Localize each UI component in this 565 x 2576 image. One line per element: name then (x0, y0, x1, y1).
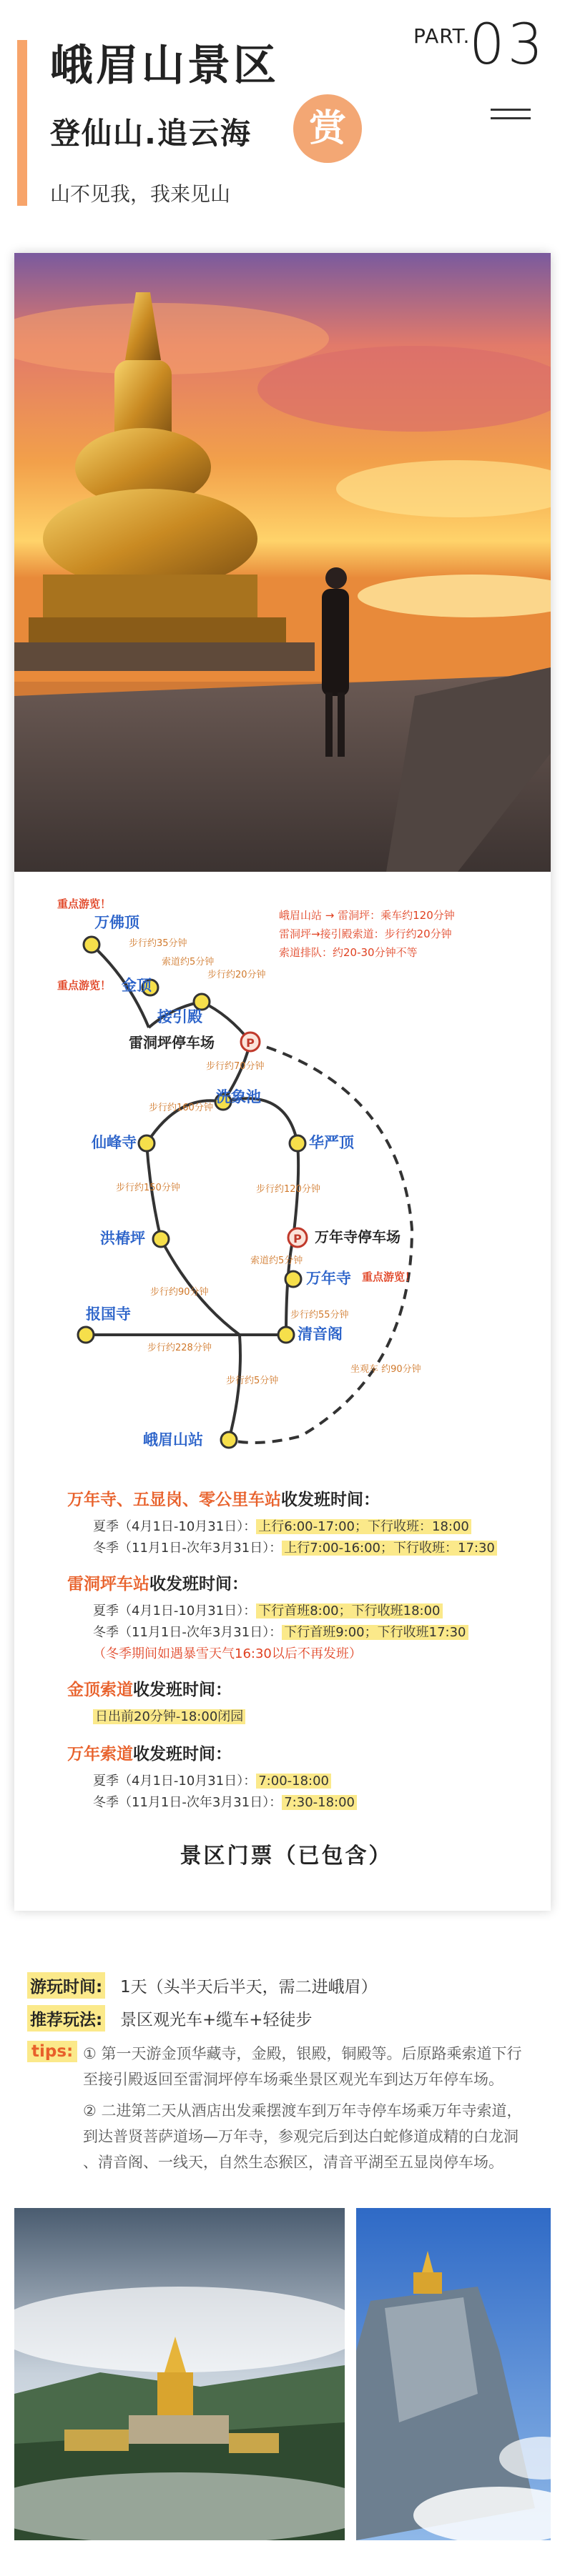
station-dot-station (221, 1432, 237, 1448)
play-time-label: 游玩时间: (27, 1972, 105, 1999)
label-hongchunping: 洪椿坪 (100, 1230, 145, 1247)
walk-label: 步行约35分钟 (129, 938, 187, 949)
label-jinding: 金顶 (122, 977, 152, 994)
walk-label: 索道约5分钟 (250, 1255, 303, 1266)
note-wannian: 重点游览！ (362, 1270, 416, 1283)
tip-line: 至接引殿返回至雷洞坪停车场乘坐景区观光车到达万年停车场。 (83, 2071, 503, 2088)
aerial-scene (14, 2208, 345, 2540)
header (0, 0, 565, 236)
label-leidongping: 雷洞坪停车场 (129, 1034, 215, 1051)
divider (491, 117, 531, 119)
walk-label: 步行约120分钟 (256, 1184, 320, 1195)
schedule-note: （冬季期间如遇暴雪天气16:30以后不再发班） (93, 1646, 362, 1661)
walk-label: 步行约20分钟 (207, 970, 266, 980)
page-subtitle: 登仙山.追云海 (50, 116, 252, 151)
label-station: 峨眉山站 (143, 1431, 203, 1448)
content-card (14, 253, 551, 1911)
tip-line: 到达普贤菩萨道场—万年寺，参观完后到达白蛇修道成精的白龙洞 (83, 2128, 519, 2145)
legend-line-1: 峨眉山站 → 雷洞坪：乘车约120分钟 (279, 909, 455, 922)
label-qingyin: 清音阁 (298, 1326, 343, 1343)
station-dot-baoguo (78, 1327, 94, 1343)
schedule-row: 夏季（4月1日-10月31日）： 7:00-18:00 (93, 1771, 331, 1789)
walk-label: 步行约150分钟 (116, 1183, 180, 1193)
station-dot-hongchunping (153, 1231, 169, 1247)
station-dot-huayan (290, 1135, 305, 1151)
walk-label: 步行约228分钟 (147, 1343, 212, 1353)
schedule-row: 日出前20分钟-18:00闭园 (93, 1706, 245, 1725)
recommend-value: 景区观光车+缆车+轻徒步 (120, 2011, 313, 2029)
walk-label: 步行约5分钟 (226, 1376, 279, 1386)
schedule-section (43, 1486, 529, 1915)
photo-cliff-temple (356, 2208, 551, 2540)
label-jieyin: 接引殿 (157, 1008, 202, 1025)
schedule-row: 夏季（4月1日-10月31日）： 上行6:00-17:00；下行收班：18:00 (93, 1516, 471, 1535)
label-wanfoding: 万佛顶 (94, 914, 139, 931)
accent-bar (17, 40, 27, 206)
station-dot-xianfeng (139, 1135, 154, 1151)
schedule-heading: 雷洞坪车站收发班时间： (67, 1575, 248, 1593)
page-title: 峨眉山景区 (50, 41, 279, 91)
cliff-scene (356, 2208, 551, 2540)
part-number: 03 (469, 13, 546, 77)
route-map (14, 872, 551, 1486)
schedule-row: 冬季（11月1日-次年3月31日）： 7:30-18:00 (93, 1792, 357, 1811)
recommend-label: 推荐玩法: (27, 2005, 105, 2032)
station-dot-wannian (285, 1271, 301, 1287)
walk-label: 步行约90分钟 (150, 1287, 209, 1298)
info-section (27, 1972, 542, 2187)
route-line (229, 1335, 240, 1440)
legend-line-2: 雷洞坪→接引殿索道：步行约20分钟 (279, 928, 452, 940)
label-wannian: 万年寺 (306, 1270, 351, 1287)
ticket-label: 景区门票（已包含） (180, 1844, 393, 1869)
tip-line: ① 第一天游金顶华藏寺，金殿，银殿，铜殿等。后原路乘索道下行 (83, 2045, 522, 2062)
play-time-value: 1天（头半天后半天，需二进峨眉） (120, 1978, 378, 1996)
walk-label: 索道约5分钟 (162, 957, 215, 968)
walk-label: 步行约70分钟 (206, 1061, 265, 1072)
label-xixiangchi: 洗象池 (216, 1088, 261, 1105)
divider (491, 109, 531, 111)
photo-jinding-aerial (14, 2208, 345, 2540)
tip-line: ② 二进第二天从酒店出发乘摆渡车到万年寺停车场乘万年寺索道， (83, 2102, 522, 2119)
schedule-row: 冬季（11月1日-次年3月31日）： 下行首班9:00；下行收班17:30 (93, 1622, 468, 1641)
schedule-heading: 万年寺、五显岗、零公里车站收发班时间： (67, 1491, 380, 1509)
station-dot-qingyin (278, 1327, 294, 1343)
photo-golden-buddha (14, 253, 551, 872)
label-xianfeng: 仙峰寺 (92, 1134, 137, 1151)
parking-icon-letter: P (246, 1036, 255, 1050)
schedule-heading: 万年索道收发班时间： (67, 1745, 232, 1764)
label-huayan: 华严顶 (309, 1134, 354, 1151)
schedule-row: 夏季（4月1日-10月31日）： 下行首班8:00；下行收班18:00 (93, 1601, 443, 1619)
walk-label: 坐观车 约90分钟 (350, 1364, 421, 1375)
parking-icon-letter: P (293, 1232, 302, 1245)
note-jinding: 重点游览！ (57, 979, 112, 992)
legend-line-3: 索道排队：约20-30分钟不等 (279, 946, 418, 959)
part-label: PART. (413, 24, 471, 48)
walk-label: 步行约55分钟 (290, 1310, 349, 1321)
tip-line: 、清音阁、一线天，自然生态猴区，清音平湖至五显岗停车场。 (83, 2154, 503, 2171)
label-baoguo: 报国寺 (86, 1306, 131, 1323)
station-dot-jieyin (194, 994, 210, 1010)
tagline: 山不见我，我来见山 (50, 182, 231, 206)
tips-label: tips: (27, 2041, 77, 2062)
schedule-row: 冬季（11月1日-次年3月31日）： 上行7:00-16:00；下行收班：17:30 (93, 1538, 497, 1556)
sunset-scene (14, 253, 551, 872)
route-map-graphic (14, 872, 551, 1486)
badge: 赏 (293, 94, 362, 163)
schedule-heading: 金顶索道收发班时间： (67, 1681, 232, 1699)
note-wanfoding: 重点游览！ (57, 897, 112, 910)
station-dot-wanfoding (84, 937, 99, 953)
walk-label: 步行约160分钟 (149, 1103, 213, 1113)
label-wannian-parking: 万年寺停车场 (315, 1228, 401, 1245)
